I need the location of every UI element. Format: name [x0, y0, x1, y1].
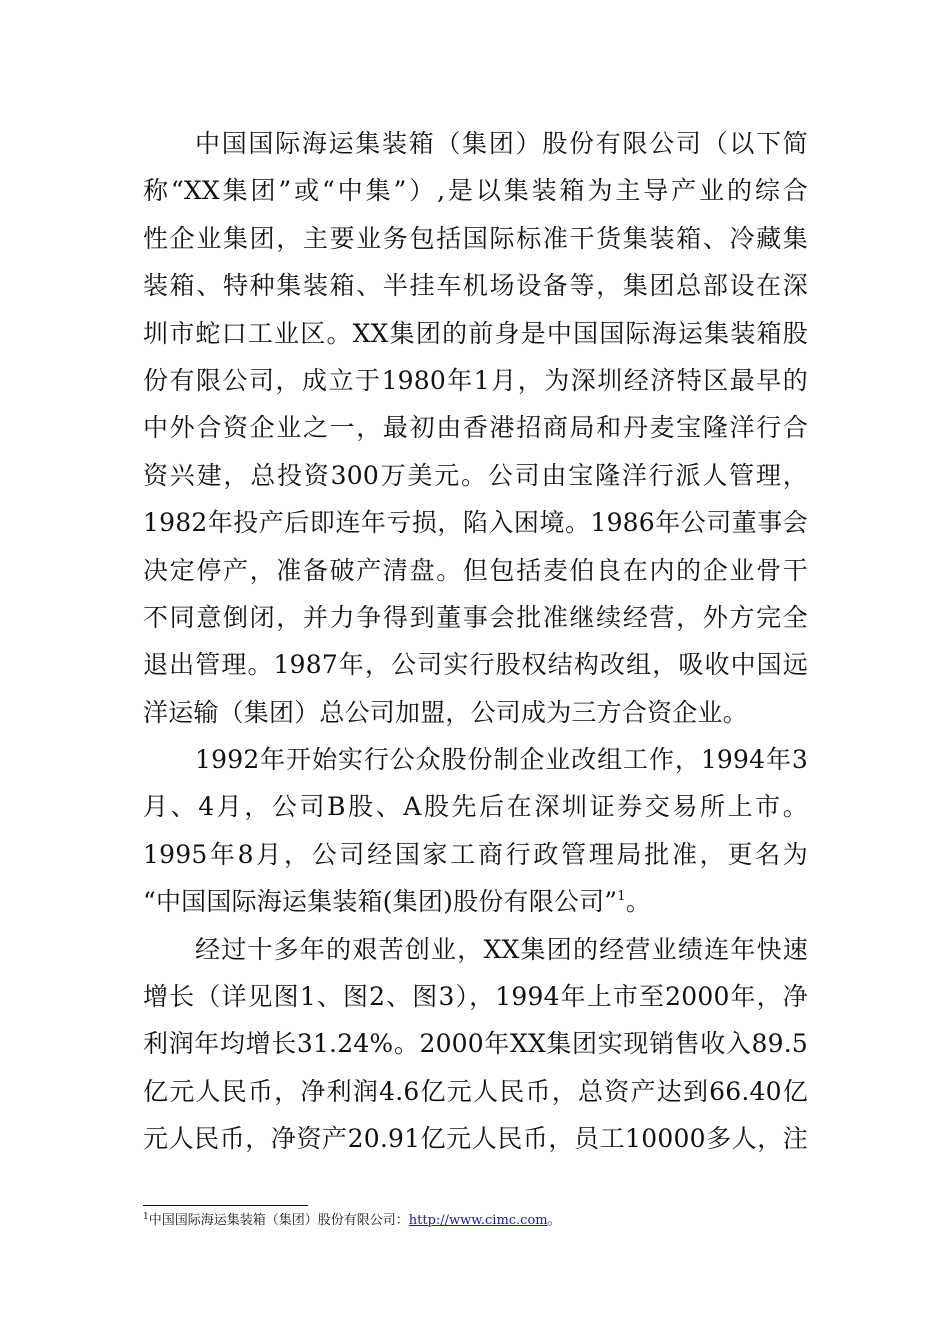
footnote-reference-mark[interactable]: 1: [617, 889, 626, 905]
footnote-link[interactable]: http://www.cimc.com: [408, 1213, 548, 1228]
paragraph-3-line-5: 元人民币，净资产20.91亿元人民币，员工10000多人，注: [143, 1124, 808, 1154]
paragraph-1-line-11: 不同意倒闭，并力争得到董事会批准继续经营，外方完全: [143, 602, 808, 632]
paragraph-1-line-6: 份有限公司，成立于1980年1月，为深圳经济特区最早的: [143, 365, 808, 395]
paragraph-2-line-2: 月、4月，公司B股、A股先后在深圳证券交易所上市。: [143, 792, 808, 822]
paragraph-1-line-9: 1982年投产后即连年亏损，陷入困境。1986年公司董事会: [143, 508, 808, 538]
body-text: [143, 120, 808, 1163]
paragraph-1-line-4: 装箱、特种集装箱、半挂车机场设备等，集团总部设在深: [143, 271, 808, 301]
paragraph-1-line-10: 决定停产，准备破产清盘。但包括麦伯良在内的企业骨干: [143, 555, 808, 585]
paragraph-1-line-13: 洋运输（集团）总公司加盟，公司成为三方合资企业。: [143, 697, 748, 727]
paragraph-1-line-7: 中外合资企业之一，最初由香港招商局和丹麦宝隆洋行合: [143, 413, 808, 443]
paragraph-2-line-4-end: 。: [625, 887, 651, 917]
paragraph-1-line-2: 称“XX集团”或“中集”）,是以集装箱为主导产业的综合: [143, 176, 808, 206]
footnote-mark: 1: [143, 1212, 149, 1222]
paragraph-3-line-1: 经过十多年的艰苦创业，XX集团的经营业绩连年快速: [195, 934, 808, 964]
paragraph-3-line-2: 增长（详见图1、图2、图3），1994年上市至2000年，净: [143, 982, 808, 1012]
paragraph-2-line-1: 1992年开始实行公众股份制企业改组工作，1994年3: [195, 745, 808, 775]
paragraph-1-line-5: 圳市蛇口工业区。XX集团的前身是中国国际海运集装箱股: [143, 318, 808, 348]
paragraph-2-line-3: 1995年8月，公司经国家工商行政管理局批准，更名为: [143, 839, 808, 869]
paragraph-1-line-12: 退出管理。1987年，公司实行股权结构改组，吸收中国远: [143, 650, 808, 680]
paragraph-1-line-8: 资兴建，总投资300万美元。公司由宝隆洋行派人管理，: [143, 460, 808, 490]
paragraph-2-line-4-text: “中国国际海运集装箱(集团)股份有限公司”: [143, 887, 618, 917]
paragraph-1-line-3: 性企业集团，主要业务包括国际标准干货集装箱、冷藏集: [143, 223, 808, 253]
footnote-end: 。: [547, 1213, 561, 1228]
footnote: [143, 1212, 561, 1230]
paragraph-2-line-4: [143, 878, 808, 925]
footnote-separator: [143, 1205, 308, 1206]
paragraph-1-line-1: 中国国际海运集装箱（集团）股份有限公司（以下简: [195, 129, 808, 158]
paragraph-3-line-4: 亿元人民币，净利润4.6亿元人民币，总资产达到66.40亿: [143, 1076, 808, 1106]
paragraph-3-line-3: 利润年均增长31.24%。2000年XX集团实现销售收入89.5: [143, 1029, 808, 1059]
footnote-text: 中国国际海运集装箱（集团）股份有限公司：: [148, 1213, 409, 1228]
